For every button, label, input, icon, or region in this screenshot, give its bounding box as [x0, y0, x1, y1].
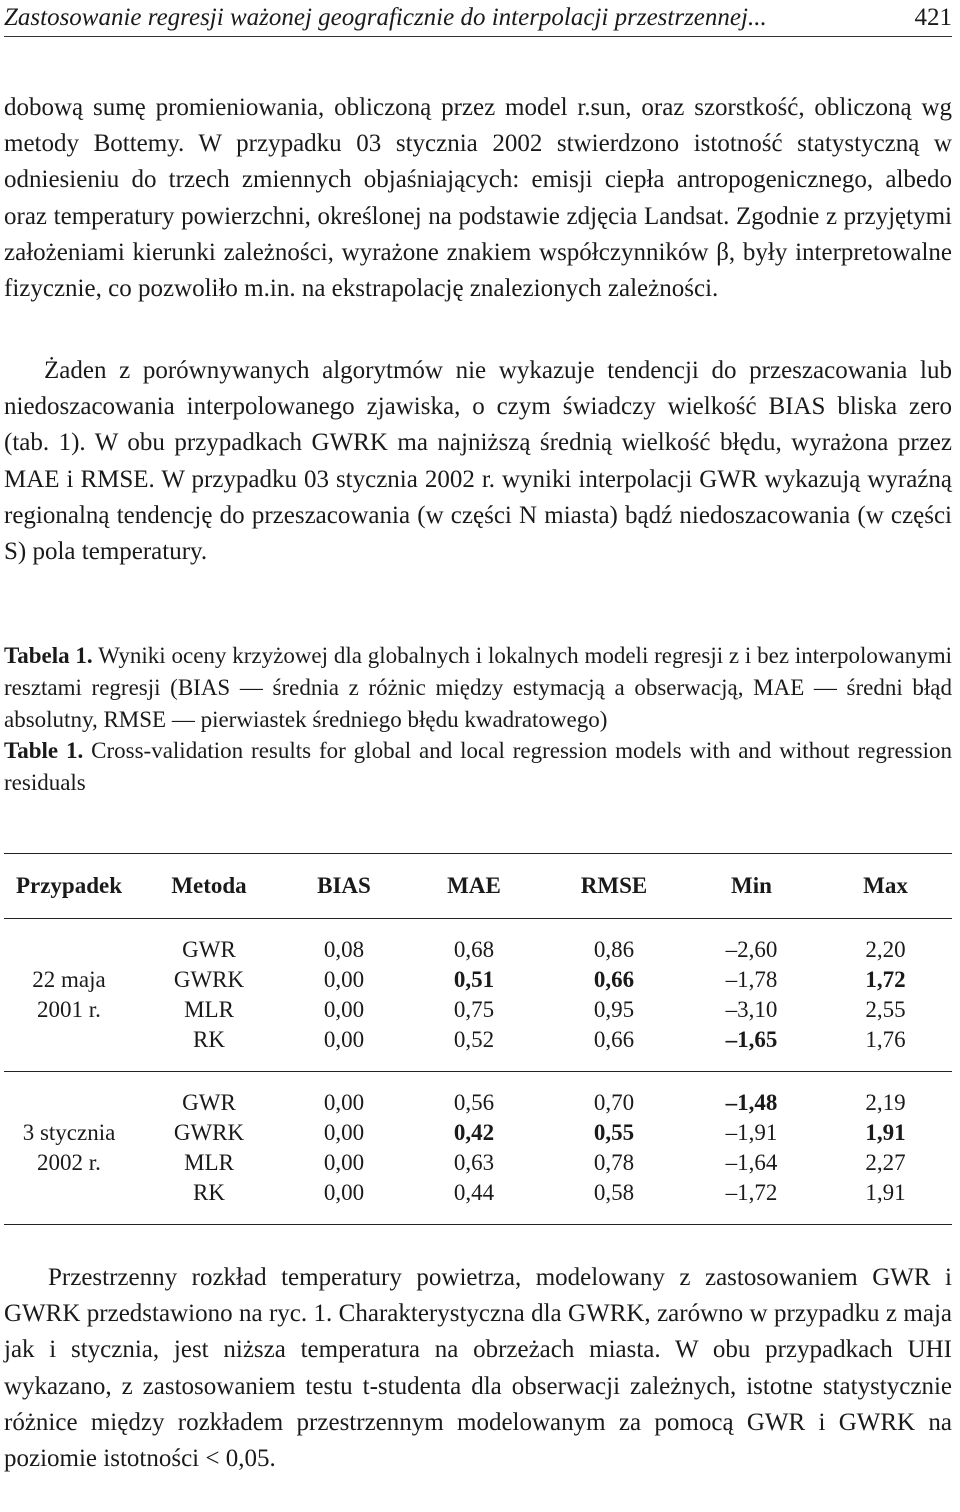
caption-text-pl: Wyniki oceny krzyżowej dla globalnych i lokalnych modeli regresji z i bez interpolowanymi resztami regresji (BIAS — średnia z różnic między estymacją a obserwacją, MAE — średni błąd absolutny, RMSE — pierwiastek średniego błędu kwadratowego) — [4, 643, 952, 732]
results-table — [4, 853, 952, 1225]
mae-cell: 0,56 0,42 0,63 0,44 — [453, 1090, 495, 1205]
paragraph-1: dobową sumę promieniowania, obliczoną przez model r.sun, oraz szorstkość, obliczoną wg metody Bottemy. W przypadku 03 stycznia 2002 stwierdzono istotność statystyczną w odniesieniu do trzech zmiennych objaśniających: emisji ciepła antropogenicznego, albedo oraz temperatury powierzchni, określonej na podstawie zdjęcia Landsat. Zgodnie z przyjętymi założeniami kierunki zależności, wyrażone znakiem współczynników β, były interpretowalne fizycznie, co pozwoliło m.in. na ekstrapolację znalezionych zależności. — [4, 94, 952, 303]
header-cell: RMSE — [544, 854, 684, 919]
running-title: Zastosowanie regresji ważonej geograficznie do interpolacji przestrzennej... — [4, 4, 767, 31]
case-label: 22 maja — [32, 967, 106, 992]
table-group — [4, 1072, 952, 1225]
header-cell: Max — [819, 854, 952, 919]
method-cell: GWR GWRK MLR RK — [173, 937, 245, 1052]
min-cell: –1,48 –1,91 –1,64 –1,72 — [725, 1090, 778, 1205]
mae-cell: 0,68 0,51 0,75 0,52 — [453, 937, 495, 1052]
header-cell: MAE — [404, 854, 544, 919]
bias-cell: 0,08 0,00 0,00 0,00 — [323, 937, 365, 1052]
caption-label-pl: Tabela 1. — [4, 643, 93, 668]
caption-en — [4, 735, 952, 799]
case-label: 3 stycznia — [22, 1120, 116, 1145]
rmse-cell: 0,86 0,66 0,95 0,66 — [593, 937, 635, 1052]
min-cell: –2,60 –1,78 –3,10 –1,65 — [725, 937, 778, 1052]
bias-cell: 0,00 0,00 0,00 0,00 — [323, 1090, 365, 1205]
caption-text-en: Cross-validation results for global and local regression models with and without regression residuals — [4, 738, 952, 796]
table-group — [4, 919, 952, 1072]
running-header — [4, 0, 952, 37]
table-caption — [4, 640, 952, 799]
header-cell: Przypadek — [4, 854, 134, 919]
paragraph-2: Żaden z porównywanych algorytmów nie wykazuje tendencji do przeszacowania lub niedoszacowania interpolowanego zjawiska, o czym świadczy wielkość BIAS bliska zero (tab. 1). W obu przypadkach GWRK ma najniższą średnią wielkość błędu, wyrażona przez MAE i RMSE. W przypadku 03 stycznia 2002 r. wyniki interpolacji GWR wykazują wyraźną regionalną tendencję do przeszacowania (w części N miasta) bądź niedoszacowania (w części S) pola temperatury. — [4, 357, 952, 566]
case-cell — [4, 1088, 134, 1208]
page-number: 421 — [914, 4, 952, 31]
paragraph-3: Przestrzenny rozkład temperatury powietrza, modelowany z zastosowaniem GWR i GWRK przedstawiono na ryc. 1. Charakterystyczna dla GWRK, zarówno w przypadku z maja jak i stycznia, jest niższa temperatura na obrzeżach miasta. W obu przypadkach UHI wykazano, z zastosowaniem testu t-studenta dla obserwacji zależnych, istotne statystycznie różnice między rozkładem przestrzennym modelowanym za pomocą GWR i GWRK na poziomie istotności < 0,05. — [4, 1264, 952, 1473]
case-cell — [4, 935, 134, 1055]
table-row — [4, 1088, 952, 1208]
method-cell: GWR GWRK MLR RK — [173, 1090, 245, 1205]
case-label: 2002 r. — [37, 1150, 101, 1175]
header-cell: Min — [684, 854, 819, 919]
caption-label-en: Table 1. — [4, 738, 84, 764]
case-label: 2001 r. — [37, 997, 101, 1022]
header-cell: BIAS — [284, 854, 404, 919]
table-header-row — [4, 854, 952, 919]
max-cell: 2,19 1,91 2,27 1,91 — [865, 1090, 906, 1205]
header-cell: Metoda — [134, 854, 284, 919]
max-cell: 2,20 1,72 2,55 1,76 — [865, 937, 906, 1052]
table-row — [4, 935, 952, 1055]
rmse-cell: 0,70 0,55 0,78 0,58 — [593, 1090, 635, 1205]
